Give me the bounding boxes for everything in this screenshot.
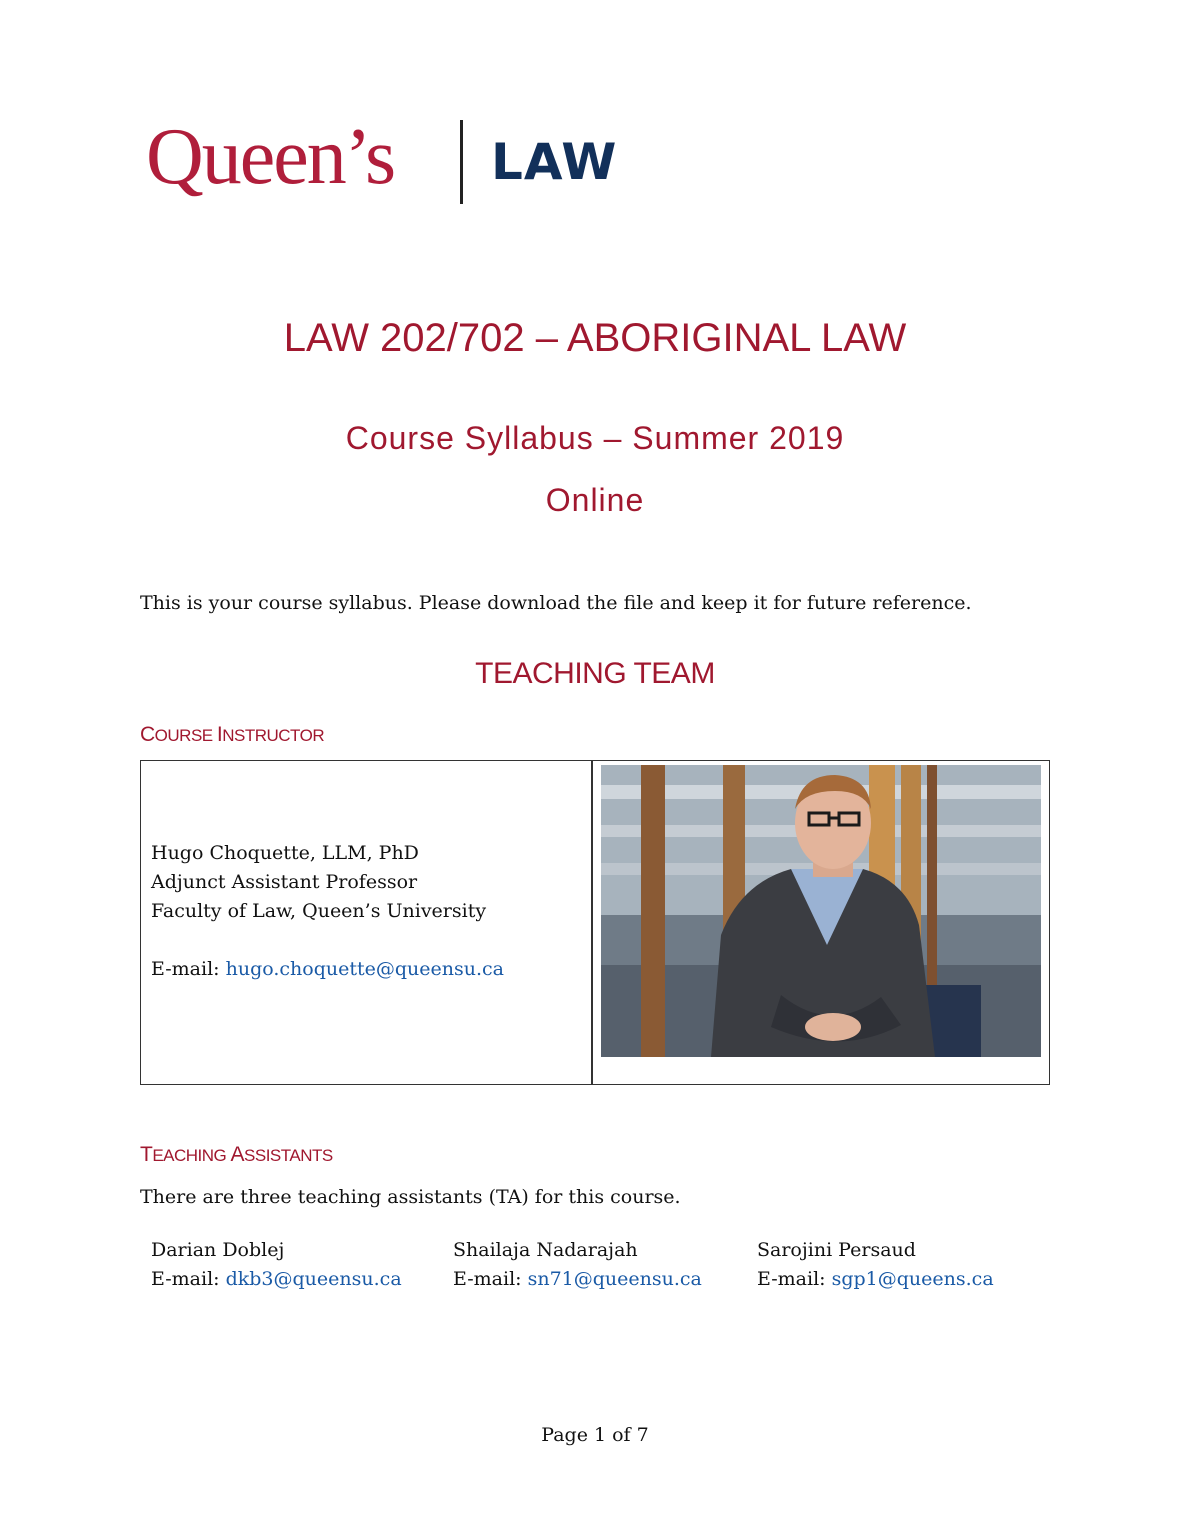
logo-law-text: LAW xyxy=(491,133,618,191)
queens-law-logo xyxy=(146,112,626,208)
ta-entry xyxy=(151,1236,402,1294)
logo-queens-text: Queen’s xyxy=(146,113,395,201)
ta-name: Sarojini Persaud xyxy=(757,1239,916,1261)
ta-email-link[interactable]: sn71@queensu.ca xyxy=(527,1268,702,1290)
table-divider xyxy=(591,761,593,1084)
page-number: Page 1 of 7 xyxy=(541,1424,649,1446)
ta-entry xyxy=(757,1236,994,1294)
ta-name: Shailaja Nadarajah xyxy=(453,1239,638,1261)
ta-entry xyxy=(453,1236,702,1294)
instructor-position: Adjunct Assistant Professor xyxy=(151,871,418,893)
ta-email-line xyxy=(453,1265,702,1294)
ta-intro-text: There are three teaching assistants (TA) for this course. xyxy=(140,1186,681,1208)
teaching-assistants-heading: TEACHING ASSISTANTS xyxy=(140,1143,333,1166)
instructor-details xyxy=(151,839,504,984)
ta-email-label: E-mail: xyxy=(757,1268,826,1290)
instructor-table xyxy=(140,760,1050,1085)
logo-divider xyxy=(460,120,463,204)
syllabus-subtitle: Course Syllabus – Summer 2019 xyxy=(345,420,845,456)
ta-email-line xyxy=(151,1265,402,1294)
ta-email-link[interactable]: dkb3@queensu.ca xyxy=(225,1268,402,1290)
delivery-mode: Online xyxy=(545,482,645,518)
ta-email-link[interactable]: sgp1@queens.ca xyxy=(831,1268,994,1290)
instructor-email-label: E-mail: xyxy=(151,958,220,980)
ta-email-label: E-mail: xyxy=(151,1268,220,1290)
instructor-photo xyxy=(601,765,1041,1057)
intro-paragraph: This is your course syllabus. Please download the file and keep it for future reference. xyxy=(140,592,972,614)
instructor-email-link[interactable]: hugo.choquette@queensu.ca xyxy=(225,958,504,980)
instructor-email-line xyxy=(151,955,504,984)
course-title: LAW 202/702 – ABORIGINAL LAW xyxy=(283,316,907,360)
ta-name: Darian Doblej xyxy=(151,1239,285,1261)
course-instructor-heading: COURSE INSTRUCTOR xyxy=(140,723,325,746)
teaching-team-heading: TEACHING TEAM xyxy=(475,657,715,690)
instructor-affiliation: Faculty of Law, Queen’s University xyxy=(151,900,487,922)
ta-email-line xyxy=(757,1265,994,1294)
ta-email-label: E-mail: xyxy=(453,1268,522,1290)
instructor-name: Hugo Choquette, LLM, PhD xyxy=(151,842,419,864)
